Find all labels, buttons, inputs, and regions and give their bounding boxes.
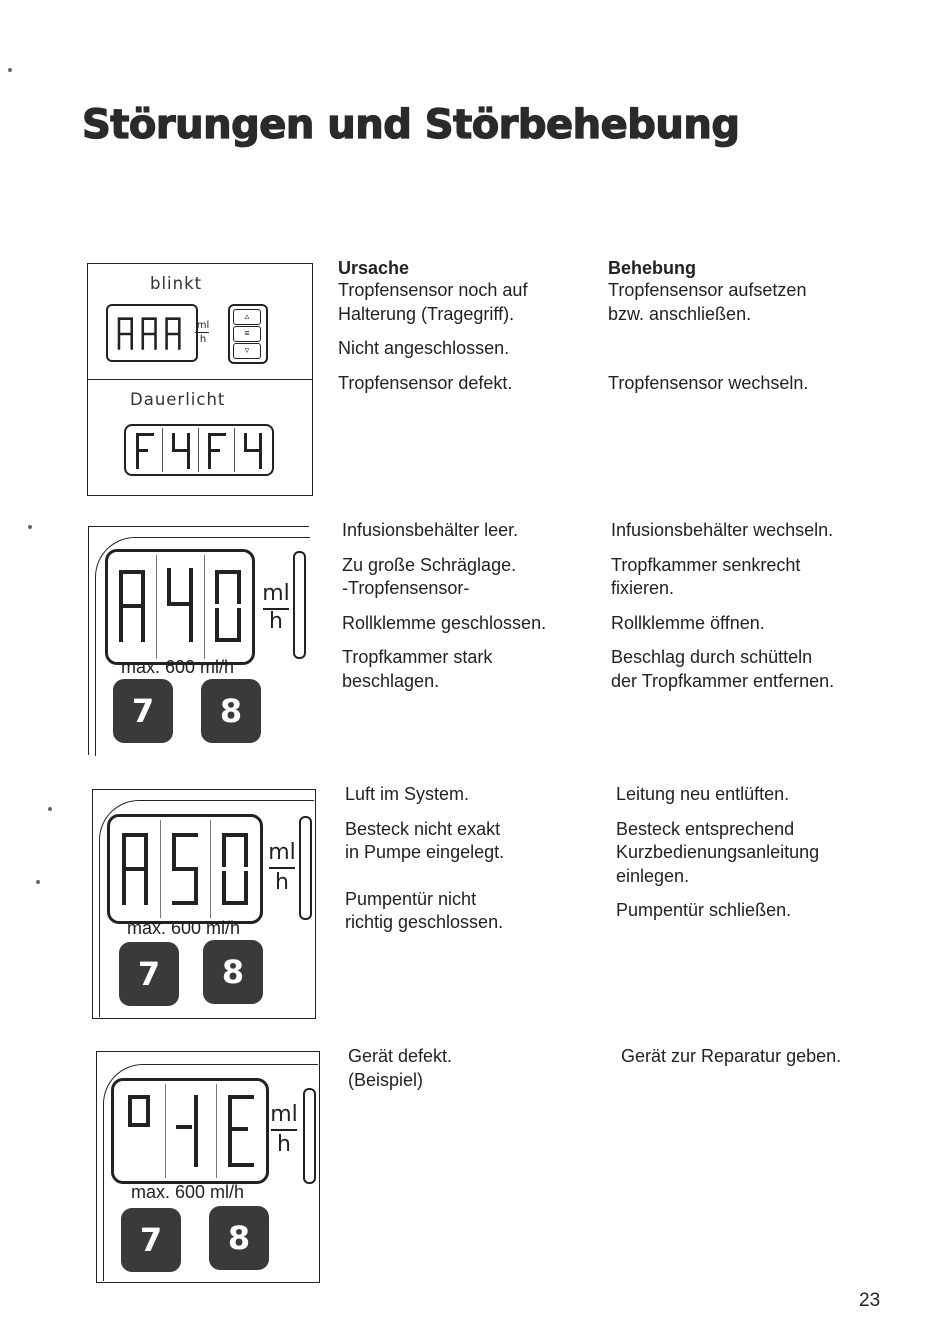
lcd-display [111, 1078, 269, 1184]
key-8[interactable]: 8 [201, 679, 261, 743]
digit-separator [234, 428, 235, 472]
cause-text: in Pumpe eingelegt. [345, 842, 505, 862]
cause-text: Tropfensensor noch auf [338, 280, 528, 300]
remedies-row-1 [608, 257, 808, 407]
remedy-text: Leitung neu entlüften. [616, 784, 790, 804]
cause-text: Halterung (Tragegriff). [338, 303, 515, 324]
cause-text: richtig geschlossen. [345, 912, 504, 932]
cause-text: Luft im System. [345, 784, 470, 804]
lcd-display [105, 549, 255, 665]
cause-text: Nicht angeschlossen. [338, 338, 510, 358]
remedy-text: Infusionsbehälter wechseln. [611, 520, 834, 540]
remedy-text: einlegen. [616, 865, 690, 886]
key-8[interactable]: 8 [203, 940, 263, 1004]
unit-fraction-line [195, 332, 209, 333]
menu-icon: ≡ [233, 326, 261, 342]
cause-text: beschlagen. [342, 670, 440, 691]
device-illustration-a50 [92, 789, 316, 1019]
max-rate-label: max. 600 ml/h [127, 918, 241, 938]
unit-ml-label: ml [262, 581, 290, 606]
scan-speck [28, 525, 32, 529]
scan-speck [48, 807, 52, 811]
lcd-digits-f4f4 [126, 426, 272, 474]
button-stack [228, 304, 268, 364]
causes-row-4 [348, 1045, 452, 1103]
digit-separator [210, 820, 211, 918]
max-rate-label: max. 600 ml/h [121, 657, 235, 677]
steady-light-label: Dauerlicht [130, 390, 226, 409]
cause-text: Rollklemme geschlossen. [342, 612, 547, 633]
unit-h-label: h [275, 870, 289, 895]
unit-h-label: h [199, 334, 207, 345]
remedy-text: bzw. anschließen. [608, 303, 752, 324]
cause-text: -Tropfensensor- [342, 578, 470, 598]
causes-row-1 [338, 257, 527, 406]
cause-text: Pumpentür nicht [345, 888, 477, 909]
lcd-display-blinking [106, 304, 198, 362]
lcd-digits-a40 [108, 552, 252, 662]
remedies-row-2 [611, 519, 834, 704]
lcd-digits-a50 [110, 817, 260, 921]
remedy-text: Pumpentür schließen. [616, 900, 792, 920]
lcd-display [107, 814, 263, 924]
lcd-digits-aaa [108, 306, 196, 360]
remedy-text: Kurzbedienungsanleitung [616, 842, 820, 862]
cause-text: Gerät defekt. [348, 1046, 453, 1066]
unit-ml-label: ml [268, 840, 296, 865]
digit-separator [156, 555, 157, 659]
unit-ml-label: ml [196, 320, 210, 331]
unit-h-label: h [277, 1132, 291, 1157]
key-7[interactable]: 7 [119, 942, 179, 1006]
cause-text: (Beispiel) [348, 1069, 424, 1090]
key-7[interactable]: 7 [113, 679, 173, 743]
digit-separator [198, 428, 199, 472]
down-arrow-icon: ▿ [233, 343, 261, 359]
digit-separator [160, 820, 161, 918]
unit-fraction-line [269, 867, 295, 869]
remedy-text: Gerät zur Reparatur geben. [621, 1046, 842, 1066]
remedy-text: Rollklemme öffnen. [611, 612, 765, 633]
device-side-rail [293, 551, 306, 659]
unit-h-label: h [269, 609, 283, 634]
cause-text: Besteck nicht exakt [345, 818, 501, 839]
cause-text: Tropfensensor defekt. [338, 372, 513, 393]
remedy-column-heading: Behebung [608, 258, 696, 278]
cause-text: Tropfkammer stark [342, 647, 493, 667]
key-7[interactable]: 7 [121, 1208, 181, 1272]
lcd-display-steady [124, 424, 274, 476]
key-8[interactable]: 8 [209, 1206, 269, 1270]
digit-separator [165, 1084, 166, 1178]
remedies-row-3 [616, 783, 819, 934]
device-side-rail [299, 816, 312, 920]
scan-speck [8, 68, 12, 72]
display-illustration-sensor [87, 263, 313, 496]
unit-ml-label: ml [270, 1102, 298, 1127]
lcd-digits-error [114, 1081, 266, 1181]
device-illustration-a40 [88, 526, 309, 755]
page-title: Störungen und Störbehebung [82, 102, 740, 148]
device-side-rail [303, 1088, 316, 1184]
cause-text: Zu große Schräglage. [342, 554, 517, 575]
remedy-text: fixieren. [611, 578, 675, 598]
digit-separator [162, 428, 163, 472]
remedy-text: Besteck entsprechend [616, 818, 795, 839]
blink-label: blinkt [150, 274, 203, 293]
page-number: 23 [859, 1290, 881, 1311]
causes-row-2 [342, 519, 546, 704]
up-arrow-icon: ▵ [233, 309, 261, 325]
cause-column-heading: Ursache [338, 258, 410, 278]
device-illustration-error [96, 1051, 320, 1283]
panel-divider [88, 379, 312, 380]
causes-row-3 [345, 783, 504, 946]
max-rate-label: max. 600 ml/h [131, 1182, 245, 1202]
digit-separator [204, 555, 205, 659]
remedy-text: Beschlag durch schütteln [611, 647, 813, 667]
remedy-text: der Tropfkammer entfernen. [611, 670, 835, 691]
digit-separator [216, 1084, 217, 1178]
cause-text: Infusionsbehälter leer. [342, 520, 519, 540]
scan-speck [36, 880, 40, 884]
remedy-text: Tropfensensor aufsetzen [608, 280, 807, 300]
unit-fraction-line [271, 1129, 297, 1131]
remedy-text: Tropfensensor wechseln. [608, 373, 809, 393]
remedy-text: Tropfkammer senkrecht [611, 554, 801, 575]
remedies-row-4 [621, 1045, 841, 1080]
